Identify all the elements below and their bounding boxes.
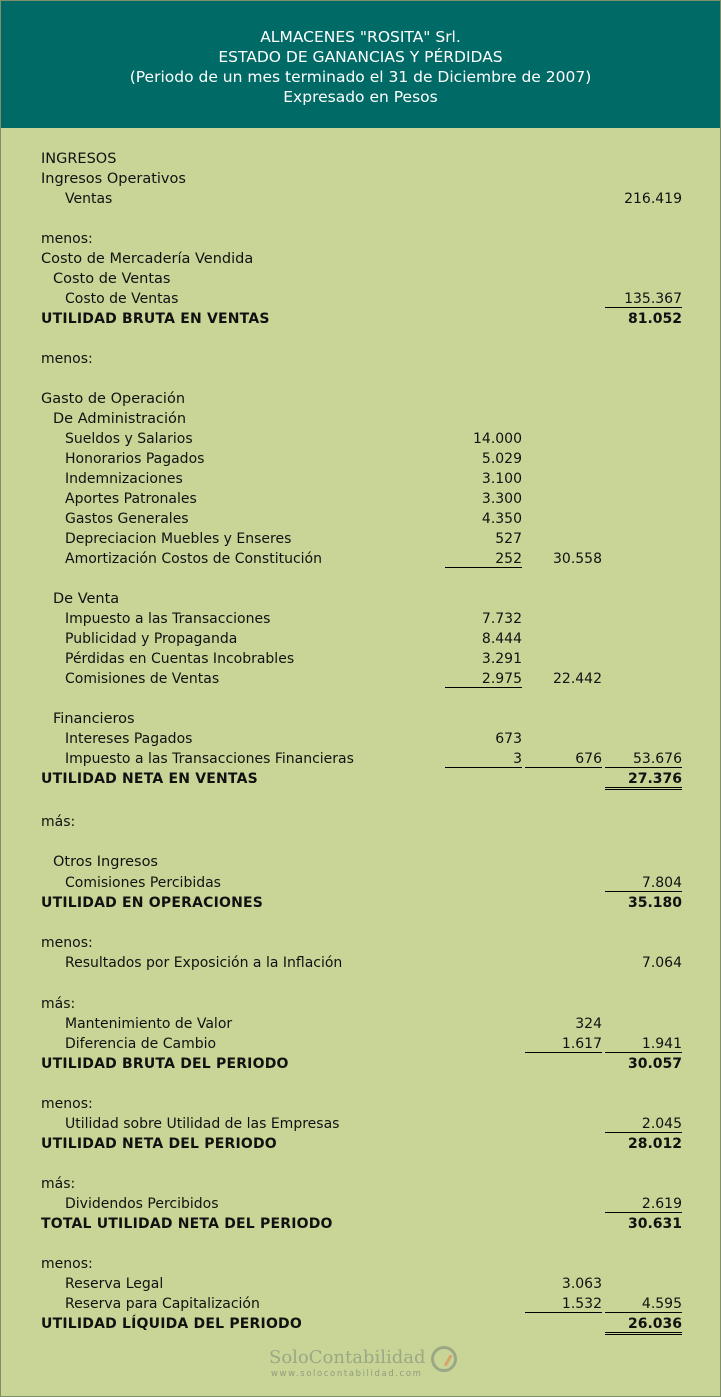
amount-col1: 4.350 xyxy=(481,511,522,527)
spacer-row xyxy=(1,1074,720,1094)
spacer-row xyxy=(1,973,720,993)
statement-row xyxy=(1,1014,720,1034)
statement-row xyxy=(1,1114,720,1134)
amount-col2: 22.442 xyxy=(553,671,602,687)
row-label: Utilidad sobre Utilidad de las Empresas xyxy=(65,1116,340,1132)
spacer-row xyxy=(1,1154,720,1174)
amount-col1: 3.100 xyxy=(481,471,522,487)
row-label: Gastos Generales xyxy=(65,511,189,527)
statement-row xyxy=(1,933,720,953)
statement-row xyxy=(1,629,720,649)
amount-col1: 3.300 xyxy=(481,491,522,507)
amount-col3: 1.941 xyxy=(605,1034,682,1053)
statement-row xyxy=(1,852,720,872)
row-label: Gasto de Operación xyxy=(41,391,186,407)
statement-row xyxy=(1,669,720,689)
amount-col2: 1.532 xyxy=(525,1294,602,1313)
statement-row xyxy=(1,1274,720,1294)
amount-col2: 324 xyxy=(575,1016,602,1032)
row-label: Amortización Costos de Constitución xyxy=(65,551,322,567)
amount-col1: 527 xyxy=(495,531,522,547)
row-label: Dividendos Percibidos xyxy=(65,1196,219,1212)
row-label: Ventas xyxy=(65,191,113,207)
amount-col1: 14.000 xyxy=(473,431,522,447)
statement-row xyxy=(1,729,720,749)
statement-row xyxy=(1,1214,720,1234)
row-label: De Administración xyxy=(53,411,187,427)
statement-row xyxy=(1,994,720,1014)
amount-col3: 81.052 xyxy=(627,311,682,327)
spacer-row xyxy=(1,832,720,852)
row-label: más: xyxy=(41,1176,76,1192)
row-label: menos: xyxy=(41,1096,93,1112)
amount-col1: 673 xyxy=(495,731,522,747)
statement-row xyxy=(1,189,720,209)
amount-col3: 7.804 xyxy=(605,873,682,892)
spacer-row xyxy=(1,369,720,389)
statement-row xyxy=(1,409,720,429)
row-label: Resultados por Exposición a la Inflación xyxy=(65,955,343,971)
company-name: ALMACENES "ROSITA" Srl. xyxy=(260,28,461,46)
total-label: TOTAL UTILIDAD NETA DEL PERIODO xyxy=(41,1216,333,1232)
row-label: Intereses Pagados xyxy=(65,731,193,747)
row-label: Impuesto a las Transacciones Financieras xyxy=(65,751,354,767)
statement-row xyxy=(1,489,720,509)
row-label: Sueldos y Salarios xyxy=(65,431,193,447)
statement-row xyxy=(1,1174,720,1194)
row-label: Pérdidas en Cuentas Incobrables xyxy=(65,651,295,667)
statement-row xyxy=(1,529,720,549)
row-label: Mantenimiento de Valor xyxy=(65,1016,233,1032)
row-label: Otros Ingresos xyxy=(53,854,158,870)
row-label: Diferencia de Cambio xyxy=(65,1036,217,1052)
spacer-row xyxy=(1,792,720,812)
amount-col2: 3.063 xyxy=(561,1276,602,1292)
statement-row xyxy=(1,349,720,369)
spacer-row xyxy=(1,209,720,229)
statement-row xyxy=(1,812,720,832)
statement-row xyxy=(1,269,720,289)
row-label: menos: xyxy=(41,351,93,367)
statement-row xyxy=(1,709,720,729)
statement-row xyxy=(1,1054,720,1074)
spacer-row xyxy=(1,569,720,589)
row-label: Comisiones de Ventas xyxy=(65,671,220,687)
total-label: UTILIDAD BRUTA EN VENTAS xyxy=(41,311,270,327)
row-label: menos: xyxy=(41,935,93,951)
amount-col3: 26.036 xyxy=(605,1314,682,1335)
row-label: Reserva para Capitalización xyxy=(65,1296,260,1312)
row-label: Costo de Ventas xyxy=(53,271,171,287)
statement-currency: Expresado en Pesos xyxy=(283,88,438,106)
amount-col3: 30.057 xyxy=(627,1056,682,1072)
statement-row xyxy=(1,1194,720,1214)
amount-col1: 252 xyxy=(445,549,522,568)
statement-row xyxy=(1,1254,720,1274)
amount-col3: 7.064 xyxy=(641,955,682,971)
statement-body xyxy=(1,128,720,1396)
total-label: UTILIDAD NETA EN VENTAS xyxy=(41,771,258,787)
total-label: UTILIDAD EN OPERACIONES xyxy=(41,895,264,911)
row-label: Publicidad y Propaganda xyxy=(65,631,238,647)
statement-row xyxy=(1,389,720,409)
row-label: menos: xyxy=(41,231,93,247)
amount-col1: 2.975 xyxy=(445,669,522,688)
statement-row xyxy=(1,429,720,449)
spacer-row xyxy=(1,689,720,709)
row-label: Reserva Legal xyxy=(65,1276,164,1292)
statement-row xyxy=(1,609,720,629)
row-label: Aportes Patronales xyxy=(65,491,197,507)
statement-row xyxy=(1,169,720,189)
statement-row xyxy=(1,873,720,893)
amount-col3: 27.376 xyxy=(605,769,682,790)
amount-col2: 676 xyxy=(525,749,602,768)
statement-row xyxy=(1,1294,720,1314)
statement-row xyxy=(1,249,720,269)
amount-col3: 2.045 xyxy=(605,1114,682,1133)
row-label: Impuesto a las Transacciones xyxy=(65,611,271,627)
row-label: Financieros xyxy=(53,711,135,727)
statement-row xyxy=(1,149,720,169)
amount-col3: 2.619 xyxy=(605,1194,682,1213)
row-label: Costo de Mercadería Vendida xyxy=(41,251,254,267)
amount-col3: 30.631 xyxy=(627,1216,682,1232)
solocontabilidad-logo xyxy=(269,1347,469,1387)
row-label: más: xyxy=(41,996,76,1012)
row-label: INGRESOS xyxy=(41,151,117,167)
statement-row xyxy=(1,649,720,669)
amount-col3: 216.419 xyxy=(624,191,682,207)
statement-row xyxy=(1,893,720,913)
amount-col3: 135.367 xyxy=(605,289,682,308)
statement-row xyxy=(1,549,720,569)
total-label: UTILIDAD BRUTA DEL PERIODO xyxy=(41,1056,289,1072)
row-label: Costo de Ventas xyxy=(65,291,179,307)
row-label: Comisiones Percibidas xyxy=(65,875,221,891)
statement-period: (Periodo de un mes terminado el 31 de Diciembre de 2007) xyxy=(129,68,592,86)
statement-row xyxy=(1,289,720,309)
statement-row xyxy=(1,1034,720,1054)
statement-row xyxy=(1,449,720,469)
statement-row xyxy=(1,1134,720,1154)
amount-col3: 28.012 xyxy=(627,1136,682,1152)
total-label: UTILIDAD NETA DEL PERIODO xyxy=(41,1136,277,1152)
statement-row xyxy=(1,1314,720,1334)
statement-header xyxy=(1,1,720,128)
total-label: UTILIDAD LÍQUIDA DEL PERIODO xyxy=(41,1316,302,1332)
statement-row xyxy=(1,309,720,329)
amount-col1: 5.029 xyxy=(481,451,522,467)
statement-row xyxy=(1,509,720,529)
row-label: Depreciacion Muebles y Enseres xyxy=(65,531,292,547)
statement-row xyxy=(1,749,720,769)
amount-col1: 3.291 xyxy=(481,651,522,667)
row-label: De Venta xyxy=(53,591,120,607)
statement-title: ESTADO DE GANANCIAS Y PÉRDIDAS xyxy=(218,48,503,66)
logo-url: www.solocontabilidad.com xyxy=(271,1369,423,1379)
logo-name: SoloContabilidad xyxy=(269,1347,426,1368)
amount-col3: 35.180 xyxy=(627,895,682,911)
spacer-row xyxy=(1,1234,720,1254)
statement-row xyxy=(1,229,720,249)
statement-row xyxy=(1,953,720,973)
row-label: más: xyxy=(41,814,76,830)
amount-col2: 1.617 xyxy=(525,1034,602,1053)
amount-col3: 4.595 xyxy=(605,1294,682,1313)
spacer-row xyxy=(1,329,720,349)
statement-row xyxy=(1,1094,720,1114)
row-label: Indemnizaciones xyxy=(65,471,183,487)
row-label: menos: xyxy=(41,1256,93,1272)
statement-row xyxy=(1,769,720,789)
amount-col1: 7.732 xyxy=(481,611,522,627)
row-label: Ingresos Operativos xyxy=(41,171,186,187)
statement-row xyxy=(1,469,720,489)
amount-col3: 53.676 xyxy=(605,749,682,768)
amount-col1: 3 xyxy=(445,749,522,768)
row-label: Honorarios Pagados xyxy=(65,451,205,467)
statement-row xyxy=(1,589,720,609)
spacer-row xyxy=(1,913,720,933)
amount-col1: 8.444 xyxy=(481,631,522,647)
logo-mark-icon xyxy=(431,1346,457,1372)
amount-col2: 30.558 xyxy=(553,551,602,567)
